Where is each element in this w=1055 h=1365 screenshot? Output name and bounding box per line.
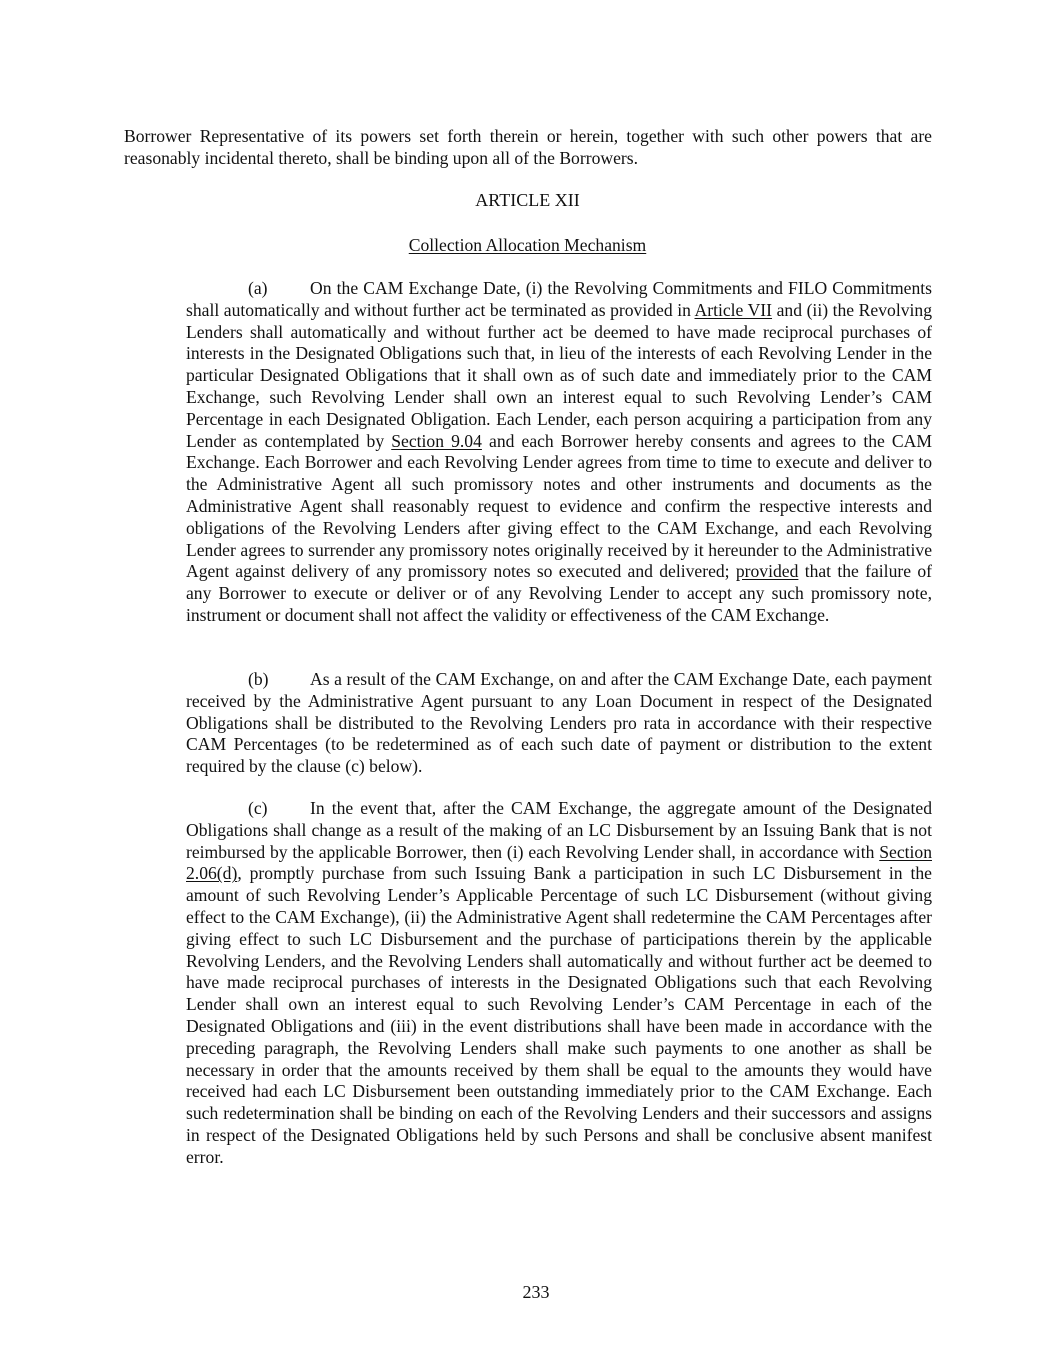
article-heading: ARTICLE XII bbox=[475, 190, 580, 210]
page-number: 233 bbox=[522, 1282, 550, 1302]
clause-a bbox=[186, 278, 932, 627]
clause-a-text-4: that the failure of any Borrower to execute or deliver or of any Revolving Lender to accept any such promissory note, instrument or document shall not affect the validity or effectiveness of the CAM Exchange. bbox=[186, 561, 932, 625]
clause-c-text-2: , promptly purchase from such Issuing Bank a participation in such LC Disbursement in the amount of such Revolving Lender’s Applicable Percentage of such LC Disbursement (without giving effect to the CAM Exchange), (ii) the Administrative Agent shall redetermine the CAM Percentages after giving effect to such LC Disbursement and the purchase of participations therein by the applicable Revolving Lenders, and the Revolving Lenders shall automatically and without further act be deemed to have made reciprocal purchases of interests in the Designated Obligations such that each Revolving Lender shall own an interest equal to such Revolving Lender’s CAM Percentage in each of the Designated Obligations and (iii) in the event distributions shall have been made in accordance with the preceding paragraph, the Revolving Lenders shall make such payments to one another as shall be necessary in order that the amounts received by them shall be equal to the amounts they would have received had each LC Disbursement been outstanding immediately prior to the CAM Exchange. Each such redetermination shall be binding on each of the Revolving Lenders and their successors and assigns in respect of the Designated Obligations held by such Persons and shall be conclusive absent manifest error. bbox=[186, 863, 932, 1167]
provided-term: provided bbox=[735, 561, 799, 582]
clause-b-marker: (b) bbox=[248, 669, 269, 689]
section-title bbox=[0, 234, 1055, 256]
section-title-text: Collection Allocation Mechanism bbox=[408, 235, 647, 255]
clause-a-text-2: and (ii) the Revolving Lenders shall automatically and without further act be deemed to have made reciprocal purchases of interests in the Designated Obligations such that, in lieu of the interests of each Revolving Lender in the particular Designated Obligations that it shall own as of such date and immediately prior to the CAM Exchange, such Revolving Lender shall own an interest equal to such Revolving Lender’s CAM Percentage in each Designated Obligation. Each Lender, each person acquiring a participation from any Lender as contemplated by bbox=[186, 299, 932, 451]
clause-b bbox=[186, 669, 932, 778]
clause-b-text: As a result of the CAM Exchange, on and after the CAM Exchange Date, each payment received by the Administrative Agent pursuant to any Loan Document in respect of the Designated Obligations shall be distributed to the Revolving Lenders pro rata in accordance with their respective CAM Percentages (to be redetermined as of each such date of payment or distribution to the extent required by the clause (c) below). bbox=[186, 669, 932, 777]
clause-c bbox=[186, 798, 932, 1169]
clause-a-marker: (a) bbox=[248, 278, 268, 298]
section-2-06d-reference: Section 2.06(d) bbox=[186, 841, 932, 884]
clause-c-text-1: In the event that, after the CAM Exchange, the aggregate amount of the Designated Obligations shall change as a result of the making of an LC Disbursement by an Issuing Bank that is not reimbursed by the applicable Borrower, then (i) each Revolving Lender shall, in accordance with bbox=[186, 798, 932, 862]
section-9-04-reference: Section 9.04 bbox=[391, 430, 482, 451]
clause-a-text-1: On the CAM Exchange Date, (i) the Revolving Commitments and FILO Commitments shall automatically and without further act be terminated as provided in bbox=[186, 278, 932, 320]
intro-paragraph: Borrower Representative of its powers set forth therein or herein, together with such other powers that are reasonably incidental thereto, shall be binding upon all of the Borrowers. bbox=[124, 126, 932, 168]
clause-c-marker: (c) bbox=[248, 798, 268, 818]
article-vii-reference: Article VII bbox=[694, 299, 773, 320]
clause-a-text-3: and each Borrower hereby consents and agrees to the CAM Exchange. Each Borrower and each Revolving Lender agrees from time to time to execute and deliver to the Administrative Agent all such promissory notes and other instruments and documents as the Administrative Agent shall reasonably request to evidence and confirm the respective interests and obligations of the Revolving Lenders after giving effect to the CAM Exchange, and each Revolving Lender agrees to surrender any promissory notes originally received by it hereunder to the Administrative Agent against delivery of any promissory notes so executed and delivered; bbox=[186, 430, 932, 582]
